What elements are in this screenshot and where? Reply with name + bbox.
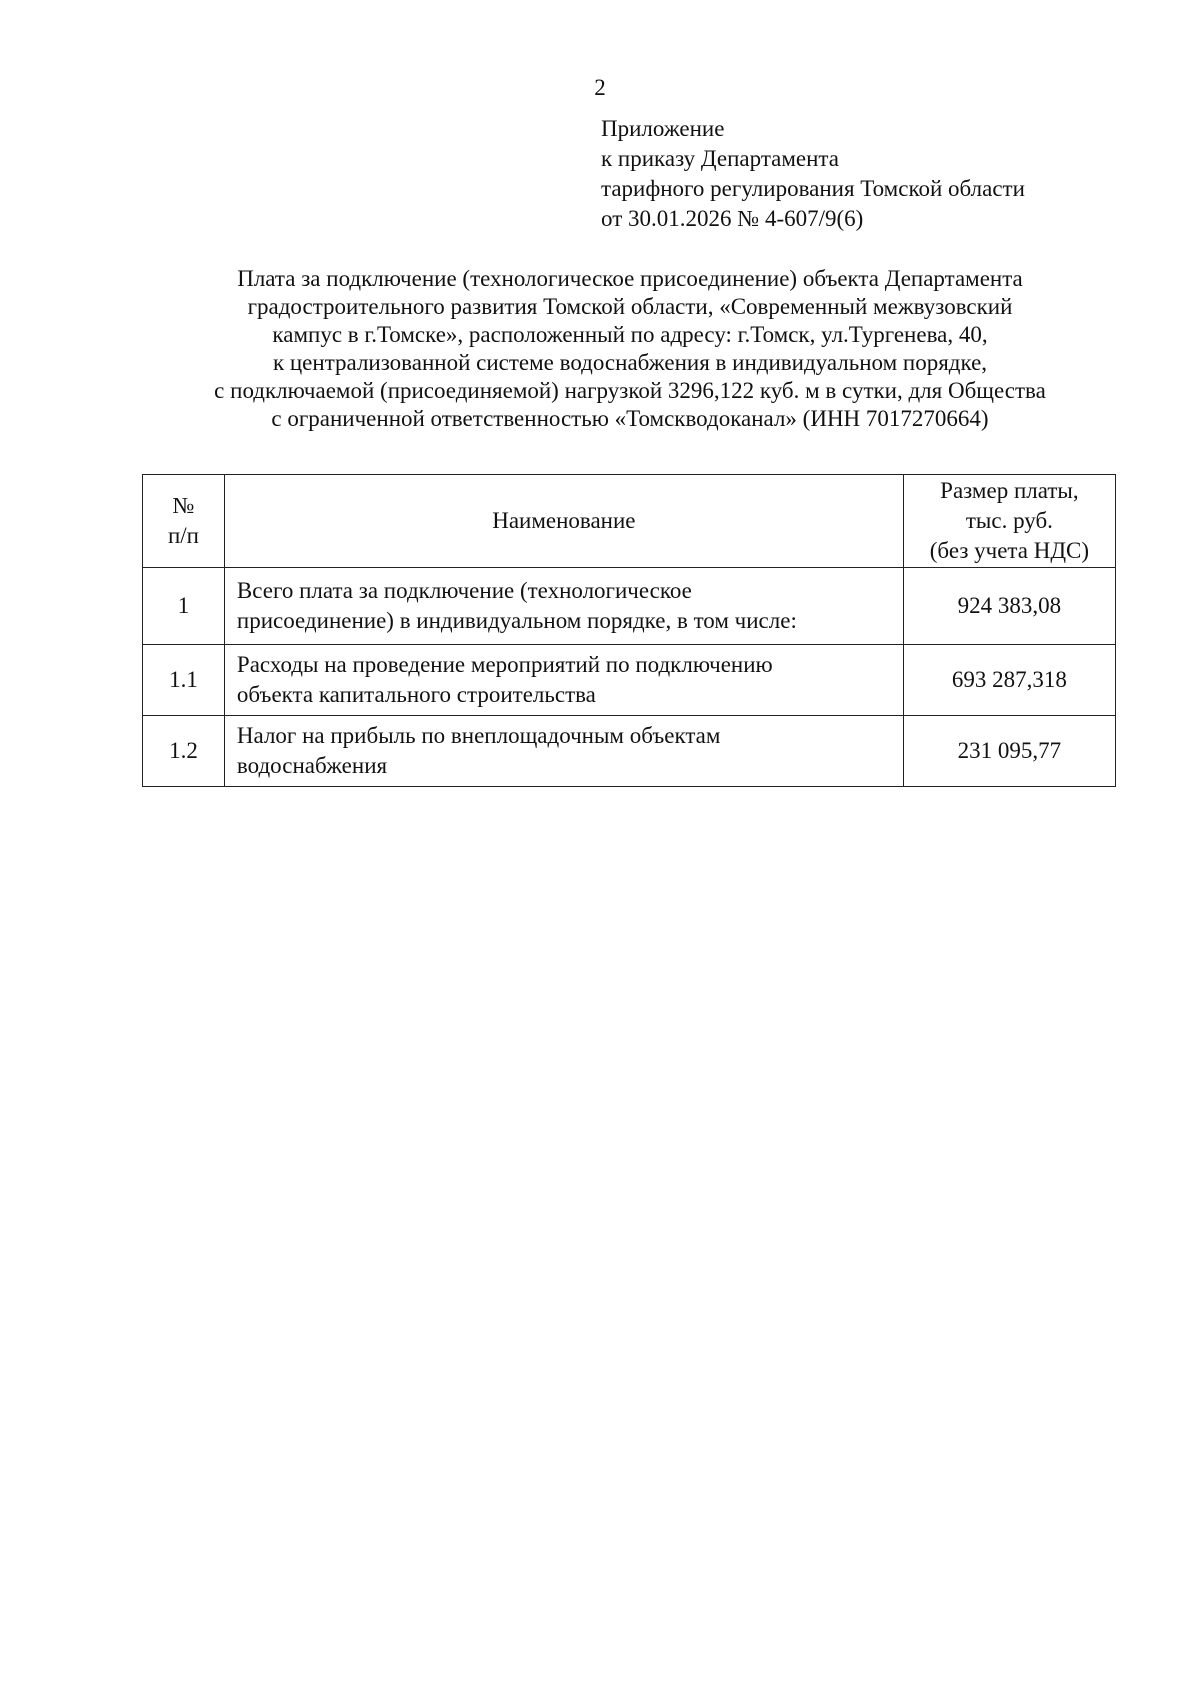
appendix-line: от 30.01.2026 № 4-607/9(6) — [601, 206, 864, 231]
cell-name — [224, 645, 903, 716]
header-num — [143, 475, 225, 568]
title-line: с ограниченной ответственностью «Томскводоканал» (ИНН 7017270664) — [271, 406, 989, 431]
title-line: к централизованной системе водоснабжения в индивидуальном порядке, — [272, 350, 988, 375]
table-row — [143, 645, 1116, 716]
header-amount-line: (без учета НДС) — [929, 538, 1090, 563]
cell-name-line: водоснабжения — [236, 753, 388, 778]
table-row — [143, 716, 1116, 787]
table-header-row — [143, 475, 1116, 568]
title-line: кампус в г.Томске», расположенный по адресу: г.Томск, ул.Тургенева, 40, — [272, 322, 988, 347]
appendix-line: к приказу Департамента — [601, 146, 839, 171]
appendix-line: тарифного регулирования Томской области — [601, 176, 1025, 201]
fee-table — [142, 474, 1116, 787]
cell-name-line: Расходы на проведение мероприятий по подключению — [236, 652, 773, 677]
cell-name — [224, 568, 903, 645]
appendix-block — [601, 114, 1025, 234]
cell-num: 1 — [143, 568, 225, 645]
header-num-line: № — [172, 493, 195, 518]
cell-name-line: объекта капитального строительства — [236, 682, 596, 707]
page-number: 2 — [594, 75, 606, 100]
table-row — [143, 568, 1116, 645]
cell-name-line: Всего плата за подключение (технологическое — [236, 578, 692, 603]
cell-num: 1.2 — [143, 716, 225, 787]
header-amount-line: тыс. руб. — [965, 508, 1053, 533]
cell-name-line: присоединение) в индивидуальном порядке, в том числе: — [236, 608, 797, 633]
cell-name — [224, 716, 903, 787]
header-num-line: п/п — [167, 523, 199, 548]
title-line: с подключаемой (присоединяемой) нагрузкой 3296,122 куб. м в сутки, для Общества — [214, 378, 1046, 403]
title-line: градостроительного развития Томской области, «Современный межвузовский — [247, 294, 1013, 319]
cell-amount: 924 383,08 — [903, 568, 1115, 645]
document-title — [130, 265, 1130, 433]
cell-amount: 231 095,77 — [903, 716, 1115, 787]
header-amount — [903, 475, 1115, 568]
title-line: Плата за подключение (технологическое присоединение) объекта Департамента — [237, 266, 1023, 291]
header-amount-line: Размер платы, — [940, 478, 1079, 503]
header-name: Наименование — [224, 475, 903, 568]
appendix-line: Приложение — [601, 116, 725, 141]
cell-name-line: Налог на прибыль по внеплощадочным объектам — [236, 723, 721, 748]
cell-num: 1.1 — [143, 645, 225, 716]
cell-amount: 693 287,318 — [903, 645, 1115, 716]
